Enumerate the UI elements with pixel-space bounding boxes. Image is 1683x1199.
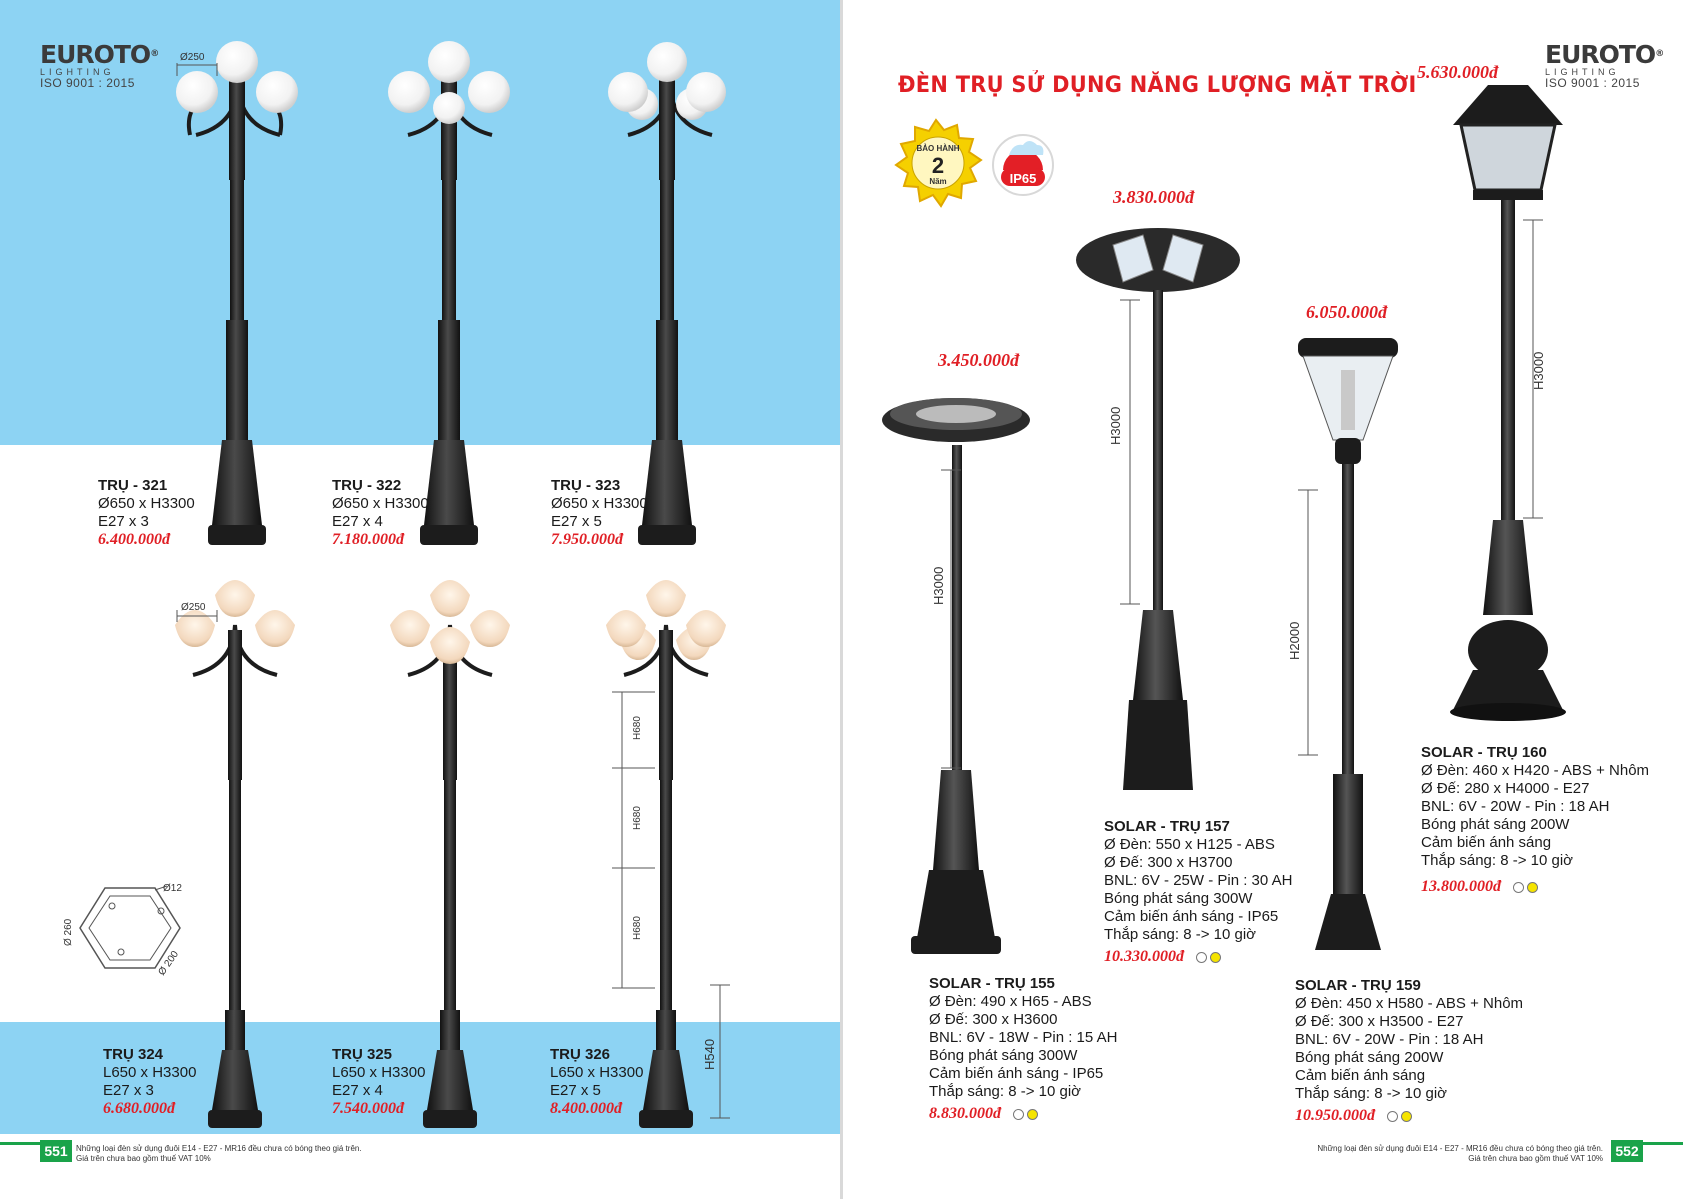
spec-line: Ø Đèn: 450 x H580 - ABS + Nhôm (1295, 995, 1524, 1012)
right-page (843, 0, 1683, 1199)
dim-h2000-159: H2000 (1287, 621, 1302, 660)
dim-d260: Ø 260 (63, 918, 74, 946)
footer-green-line (1643, 1142, 1683, 1145)
product-name: SOLAR - TRỤ 159 (1295, 977, 1421, 994)
footer-note (76, 1144, 362, 1164)
product-tru-321 (98, 477, 195, 549)
product-tru-326 (550, 1046, 643, 1118)
pole-322 (388, 41, 510, 545)
footer-note-line2: Giá trên chưa bao gồm thuế VAT 10% (76, 1154, 211, 1163)
color-options (1196, 948, 1224, 966)
warranty-top: BẢO HÀNH (916, 144, 960, 153)
yellow-light-dot (1527, 882, 1538, 893)
product-bulb: E27 x 4 (332, 1082, 383, 1099)
spec-line: Ø Đế: 280 x H4000 - E27 (1421, 780, 1590, 797)
spec-line: Ø Đèn: 490 x H65 - ABS (929, 993, 1092, 1010)
spec-line: Thắp sáng: 8 -> 10 giờ (929, 1083, 1082, 1100)
product-size: L650 x H3300 (332, 1064, 426, 1081)
lamp-price-160: 5.630.000đ (1417, 62, 1498, 82)
product-price: 10.950.000đ (1295, 1107, 1375, 1124)
product-name: TRỤ - 322 (332, 477, 402, 494)
spec-line: BNL: 6V - 25W - Pin : 30 AH (1104, 872, 1293, 889)
solar-pole-160 (1450, 85, 1566, 721)
brand-sub: LIGHTING (40, 67, 115, 77)
spec-line: Ø Đế: 300 x H3500 - E27 (1295, 1013, 1464, 1030)
color-options (1013, 1105, 1041, 1123)
dim-h680-1: H680 (632, 716, 643, 740)
dim-h3000-155: H3000 (931, 566, 946, 605)
footer-note-line1: Những loại đèn sử dụng đuôi E14 - E27 - MR16 đều chưa có bóng theo giá trên. (1317, 1144, 1603, 1153)
yellow-light-dot (1401, 1111, 1412, 1122)
product-tru-324 (103, 1046, 196, 1118)
spec-line: BNL: 6V - 20W - Pin : 18 AH (1295, 1031, 1484, 1048)
footer-note-line2: Giá trên chưa bao gồm thuế VAT 10% (1468, 1154, 1603, 1163)
product-tru-322 (332, 477, 429, 549)
product-tru-323 (551, 477, 648, 549)
product-solar-160 (1421, 744, 1649, 896)
white-light-dot (1013, 1109, 1024, 1120)
spec-line: Thắp sáng: 8 -> 10 giờ (1295, 1085, 1448, 1102)
registered-mark: ® (150, 49, 159, 59)
spec-line: Thắp sáng: 8 -> 10 giờ (1104, 926, 1257, 943)
dim-h3000-157: H3000 (1108, 406, 1123, 445)
spec-line: Bóng phát sáng 300W (929, 1047, 1078, 1064)
page-number: 552 (1611, 1140, 1643, 1162)
spec-line: Bóng phát sáng 300W (1104, 890, 1253, 907)
brand-sub: LIGHTING (1545, 67, 1620, 77)
product-name: TRỤ - 323 (551, 477, 621, 494)
product-size: Ø650 x H3300 (332, 495, 429, 512)
yellow-light-dot (1210, 952, 1221, 963)
product-price: 7.540.000đ (332, 1100, 404, 1117)
iso-label: ISO 9001 : 2015 (40, 76, 135, 90)
dim-d250-top: Ø250 (180, 52, 205, 63)
product-size: Ø650 x H3300 (98, 495, 195, 512)
lamp-price-155: 3.450.000đ (938, 350, 1019, 370)
product-price: 7.180.000đ (332, 531, 404, 548)
yellow-light-dot (1027, 1109, 1038, 1120)
product-name: TRỤ 326 (550, 1046, 611, 1063)
warranty-number: 2 (931, 153, 945, 178)
color-options (1387, 1107, 1415, 1125)
product-size: Ø650 x H3300 (551, 495, 648, 512)
product-price: 8.400.000đ (550, 1100, 622, 1117)
spec-line: Cảm biến ánh sáng (1295, 1067, 1426, 1084)
white-light-dot (1387, 1111, 1398, 1122)
dim-d12: Ø12 (163, 883, 182, 894)
page-heading: ĐÈN TRỤ SỬ DỤNG NĂNG LƯỢNG MẶT TRỜI (898, 73, 1417, 98)
spec-line: Bóng phát sáng 200W (1421, 816, 1570, 833)
brand-name-text: EUROTO (1545, 40, 1656, 69)
dim-h540: H540 (702, 1038, 717, 1070)
color-options (1513, 878, 1541, 896)
product-name: TRỤ 324 (103, 1046, 164, 1063)
product-bulb: E27 x 3 (98, 513, 149, 530)
spec-line: Cảm biến ánh sáng (1421, 834, 1552, 851)
solar-pole-155 (882, 398, 1030, 954)
base-hexagon-diagram (55, 878, 215, 988)
product-solar-155 (929, 975, 1117, 1123)
pole-323 (608, 42, 726, 545)
lamp-price-159: 6.050.000đ (1306, 302, 1387, 322)
product-bulb: E27 x 5 (550, 1082, 601, 1099)
product-price: 8.830.000đ (929, 1105, 1001, 1122)
product-tru-325 (332, 1046, 425, 1118)
left-page (0, 0, 840, 1199)
dim-h3000-160: H3000 (1531, 351, 1546, 390)
product-bulb: E27 x 3 (103, 1082, 154, 1099)
product-name: SOLAR - TRỤ 160 (1421, 744, 1547, 761)
product-bulb: E27 x 5 (551, 513, 602, 530)
product-bulb: E27 x 4 (332, 513, 383, 530)
product-price: 13.800.000đ (1421, 878, 1501, 895)
lamp-price-157: 3.830.000đ (1113, 187, 1194, 207)
spec-line: Cảm biến ánh sáng - IP65 (1104, 908, 1279, 925)
spec-line: Ø Đế: 300 x H3600 (929, 1011, 1058, 1028)
page-number: 551 (40, 1140, 72, 1162)
registered-mark: ® (1655, 49, 1664, 59)
spec-line: Cảm biến ánh sáng - IP65 (929, 1065, 1104, 1082)
footer-note (1317, 1144, 1603, 1164)
product-size: L650 x H3300 (103, 1064, 197, 1081)
footer-green-line (0, 1142, 40, 1145)
product-name: SOLAR - TRỤ 157 (1104, 818, 1230, 835)
spec-line: Ø Đèn: 550 x H125 - ABS (1104, 836, 1275, 853)
pole-321 (176, 41, 298, 545)
iso-label: ISO 9001 : 2015 (1545, 76, 1640, 90)
product-name: TRỤ - 321 (98, 477, 168, 494)
product-price: 10.330.000đ (1104, 948, 1184, 965)
spec-line: BNL: 6V - 18W - Pin : 15 AH (929, 1029, 1118, 1046)
product-price: 7.950.000đ (551, 531, 623, 548)
product-price: 6.680.000đ (103, 1100, 175, 1117)
brand-name-text: EUROTO (40, 40, 151, 69)
spec-line: Ø Đế: 300 x H3700 (1104, 854, 1233, 871)
spec-line: BNL: 6V - 20W - Pin : 18 AH (1421, 798, 1610, 815)
dim-h680-2: H680 (632, 806, 643, 830)
product-price: 6.400.000đ (98, 531, 170, 548)
dim-h680-3: H680 (632, 916, 643, 940)
white-light-dot (1513, 882, 1524, 893)
spec-line: Bóng phát sáng 200W (1295, 1049, 1444, 1066)
warranty-unit: Năm (929, 177, 947, 186)
product-name: SOLAR - TRỤ 155 (929, 975, 1055, 992)
globe-poles-illustration (0, 0, 840, 560)
solar-pole-159 (1298, 338, 1398, 950)
product-name: TRỤ 325 (332, 1046, 393, 1063)
solar-pole-157 (1076, 228, 1240, 790)
dim-d250-bottom: Ø250 (181, 602, 206, 613)
product-size: L650 x H3300 (550, 1064, 644, 1081)
product-solar-157 (1104, 818, 1292, 966)
white-light-dot (1196, 952, 1207, 963)
spec-line: Ø Đèn: 460 x H420 - ABS + Nhôm (1421, 762, 1650, 779)
ip65-label: IP65 (1009, 171, 1037, 186)
spec-line: Thắp sáng: 8 -> 10 giờ (1421, 852, 1574, 869)
dim-d200: Ø 200 (156, 949, 182, 978)
product-solar-159 (1295, 977, 1523, 1125)
footer-note-line1: Những loại đèn sử dụng đuôi E14 - E27 - MR16 đều chưa có bóng theo giá trên. (76, 1144, 362, 1153)
